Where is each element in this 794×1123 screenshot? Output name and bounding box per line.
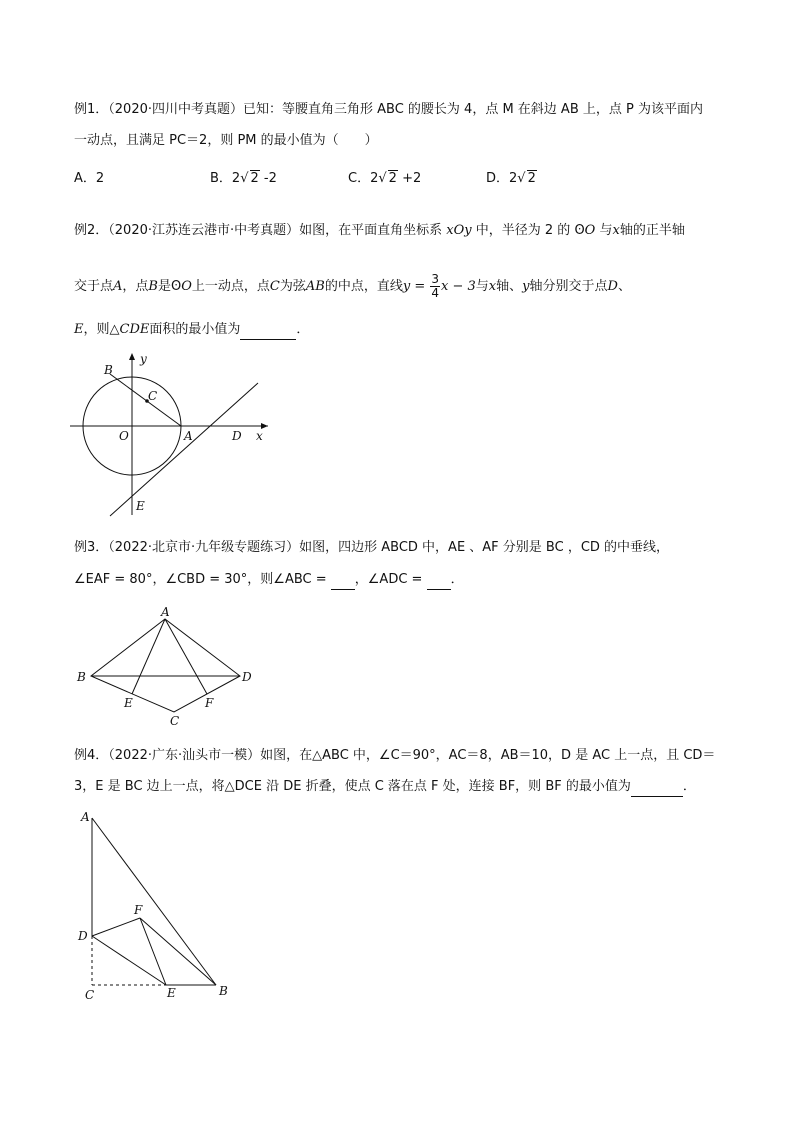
chord-ab (110, 374, 181, 426)
answer-blank (240, 339, 296, 340)
ex1-line1: 例1．（2020·四川中考真题）已知：等腰直角三角形 ABC 的腰长为 4，点 M 在斜边 AB 上，点 P 为该平面内 (74, 102, 703, 117)
label-y: y (140, 352, 147, 366)
label-c: C (85, 988, 95, 1002)
ex1-line2: 一动点，且满足 PC＝2，则 PM 的最小值为（ ） (74, 133, 378, 148)
ex2-line2: 交于点A，点B是ʘO上一动点，点C为弦AB的中点，直线y = $\frac{3}{4}$ x − 3与x轴、y轴分别交于点D、 (74, 272, 631, 300)
label-e: E (136, 499, 145, 513)
ex4-line2: 3，E 是 BC 边上一点，将△DCE 沿 DE 折叠，使点 C 落在点 F 处，连接 BF，则 BF 的最小值为 ． (74, 777, 696, 797)
sqrt-symbol: √ 2 (378, 171, 397, 186)
label-e: E (124, 696, 133, 710)
label-b: B (219, 984, 228, 998)
label-x: x (256, 429, 263, 443)
ex1-option-c: C．2√ 2 +2 (348, 169, 421, 189)
label-d: D (78, 929, 88, 943)
segment-af (165, 619, 207, 694)
label-d: D (242, 670, 252, 684)
label-c: C (148, 389, 158, 403)
sqrt-symbol: √ 2 (240, 171, 259, 186)
quadrilateral-abcd (91, 619, 240, 712)
segment-ae (132, 619, 165, 694)
segment-fe (140, 918, 166, 985)
label-d: D (232, 429, 242, 443)
label-a: A (184, 429, 193, 443)
ex1-option-b: B．2√ 2 -2 (210, 169, 277, 189)
ex3-line1: 例3．（2022·北京市·九年级专题练习）如图，四边形 ABCD 中，AE 、AF 分别是 BC ，CD 的中垂线， (74, 540, 670, 555)
ex3-line2: ∠EAF = 80°，∠CBD = 30°，则∠ABC = ，∠ADC = ． (74, 570, 464, 590)
ex2-line1: 例2．（2020·江苏连云港市·中考真题）如图，在平面直角坐标系 xOy 中，半径为 2 的 ʘO 与x轴的正半轴 (74, 223, 685, 238)
label-a: A (161, 605, 170, 619)
label-c: C (170, 714, 180, 728)
label-e: E (167, 986, 176, 1000)
fraction: $\frac{3}{4}$ (431, 272, 440, 300)
ex2-line3: E，则△CDE面积的最小值为 ． (74, 320, 309, 340)
label-a: A (81, 810, 90, 824)
y-axis-arrow (129, 353, 135, 360)
ex4-figure (74, 808, 244, 1003)
segment-de (92, 936, 166, 985)
ex2-figure (70, 350, 280, 522)
answer-blank (331, 589, 355, 590)
sqrt-symbol: √ 2 (517, 171, 536, 186)
ex4-line1: 例4．（2022·广东·汕头市一模）如图，在△ABC 中，∠C＝90°，AC＝8，AB＝10，D 是 AC 上一点，且 CD＝ (74, 748, 716, 763)
hypotenuse-ab (92, 818, 216, 985)
label-f: F (205, 696, 214, 710)
label-f: F (134, 903, 143, 917)
label-b: B (104, 363, 113, 377)
label-o: O (119, 429, 129, 443)
segment-df (92, 918, 140, 936)
answer-blank (427, 589, 451, 590)
ex1-option-d: D．2√ 2 (486, 169, 537, 189)
ex1-option-a: A．2 (74, 171, 105, 186)
answer-blank (631, 796, 683, 797)
label-b: B (77, 670, 86, 684)
ex3-figure (72, 604, 262, 732)
